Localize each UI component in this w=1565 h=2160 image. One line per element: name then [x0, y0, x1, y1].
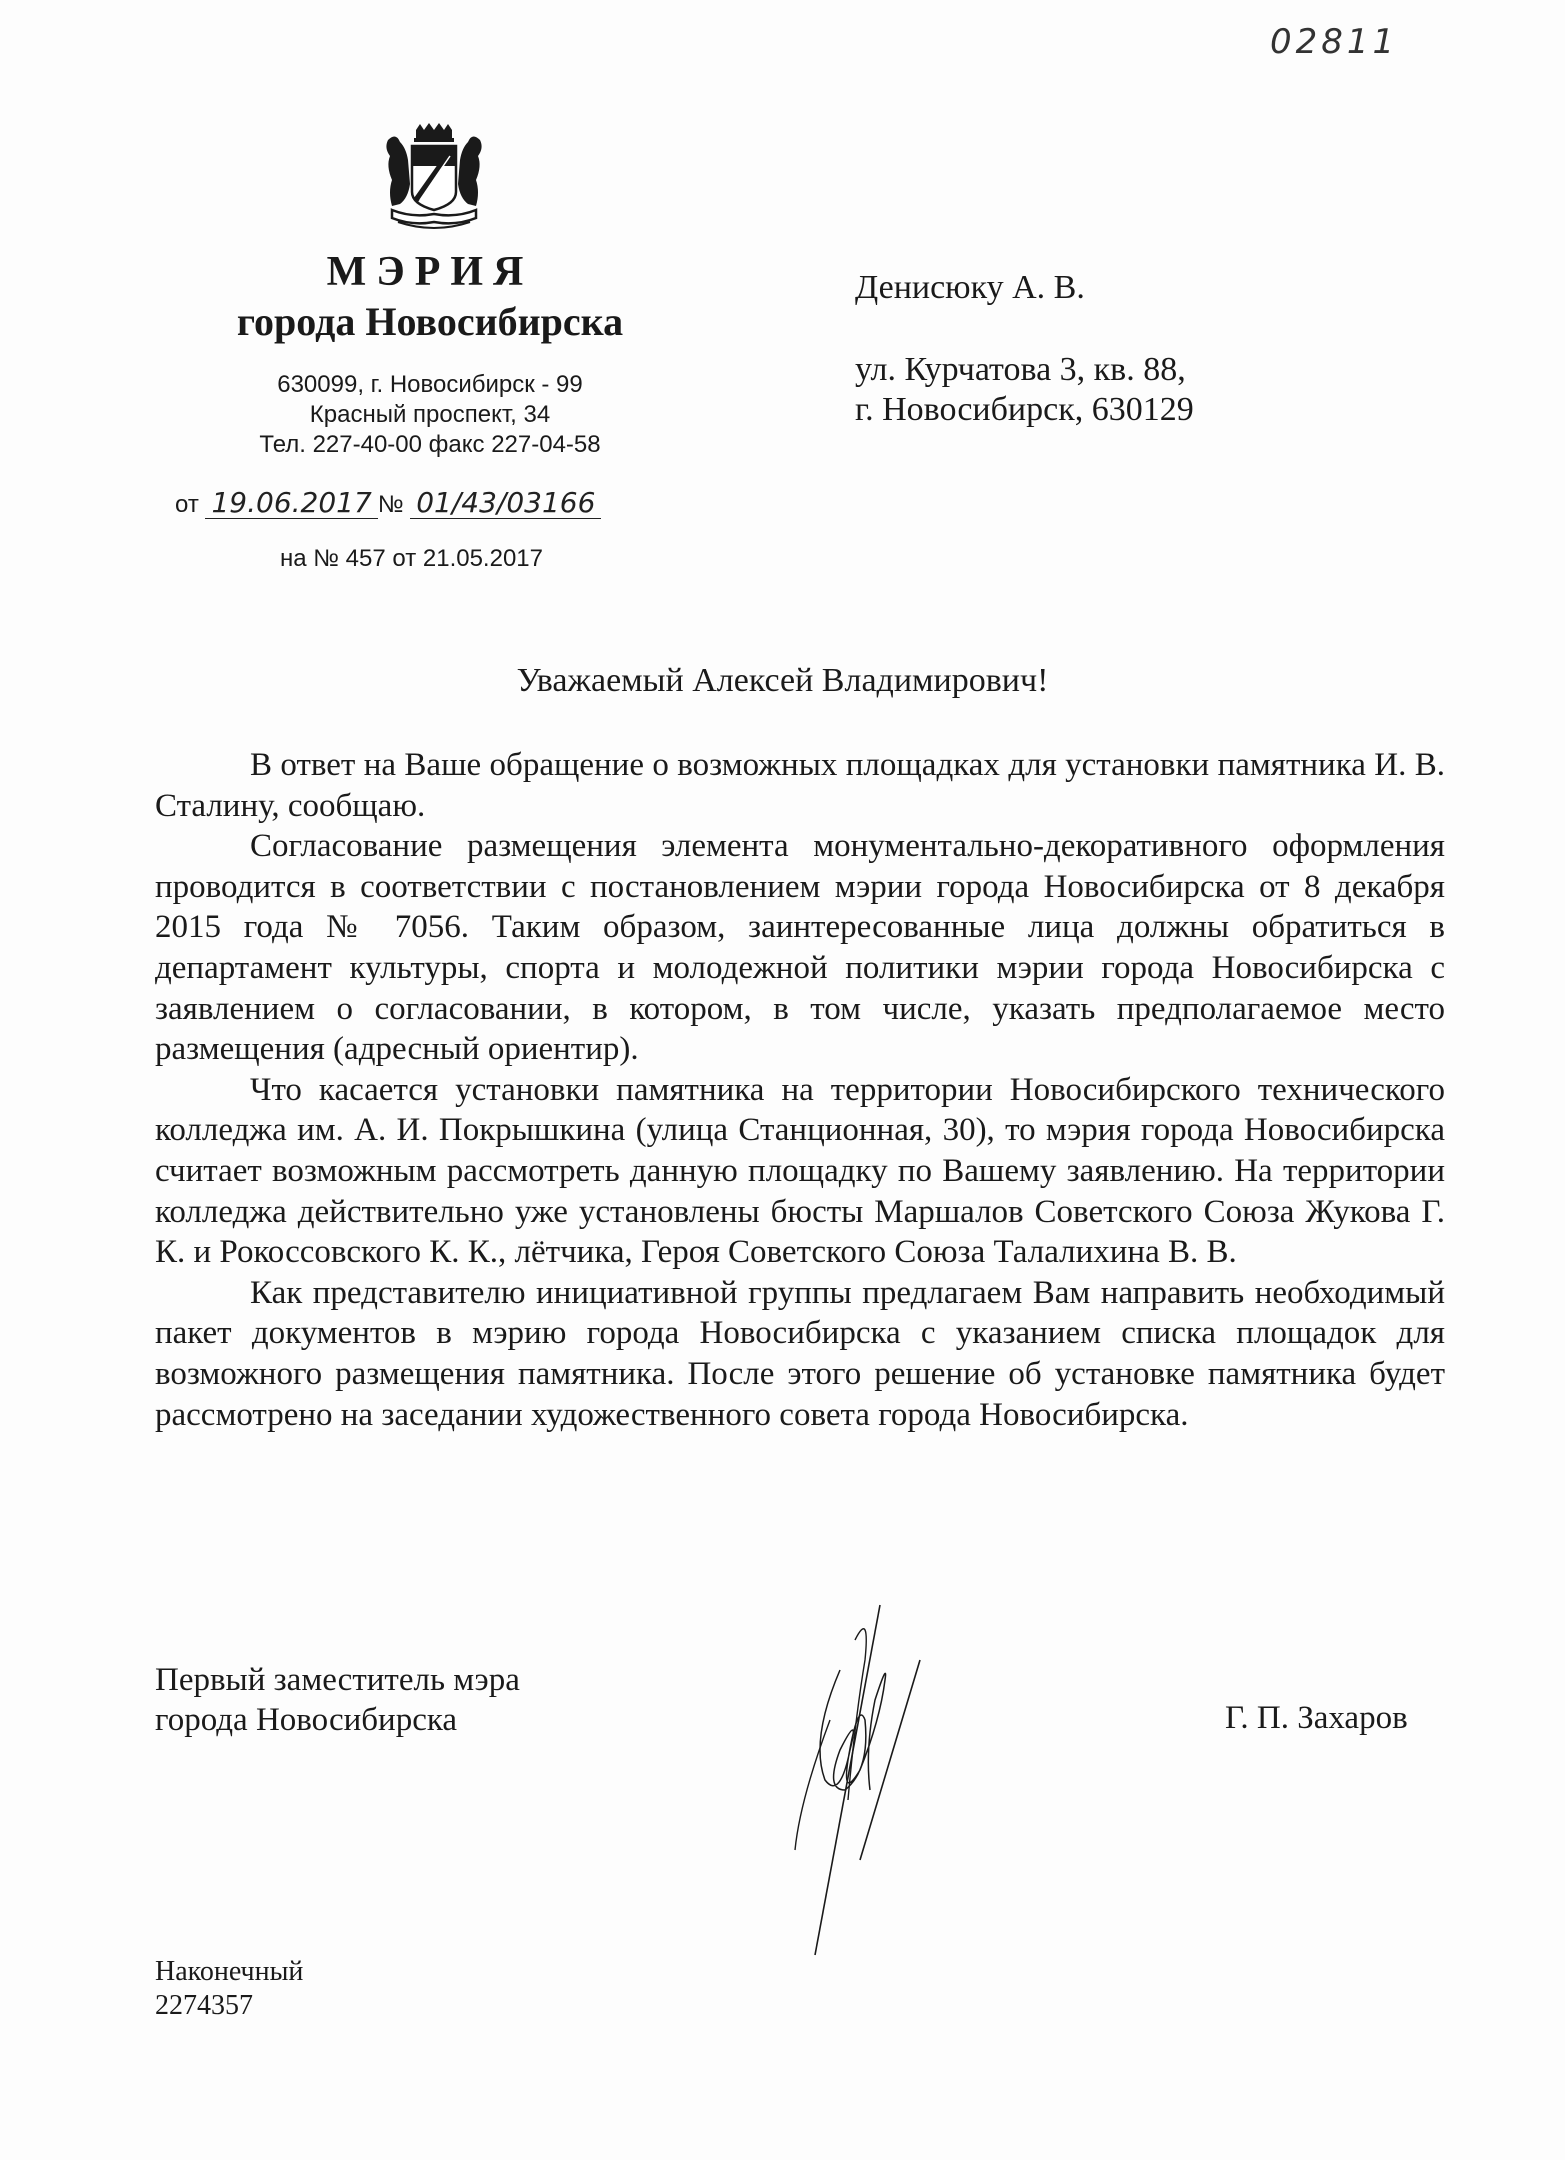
salutation: Уважаемый Алексей Владимирович!	[516, 662, 1049, 699]
body-paragraph: Что касается установки памятника на территории Новосибирского технического колледжа им. А. И. Покрышкина (улица Станционная, 30), то мэрия города Новосибирска считает возможным рассмотреть данную площадку по Вашему заявлению. На территории колледжа действительно уже установлены бюсты Маршалов Советского Союза Жукова Г. К. и Рокоссовского К. К., лётчика, Героя Советского Союза Талалихина В. В.	[155, 1071, 1445, 1271]
coat-of-arms-icon	[378, 122, 490, 234]
body-paragraph: В ответ на Ваше обращение о возможных площадках для установки памятника И. В. Сталину, сообщаю.	[155, 747, 1445, 824]
body-paragraph: Как представителю инициативной группы предлагаем Вам направить необходимый пакет документов в мэрию города Новосибирска с указанием списка площадок для возможного размещения памятника. После этого решение об установке памятника будет рассмотрено на заседании художественного совета города Новосибирска.	[155, 1274, 1445, 1433]
executor-info	[155, 1955, 303, 2023]
registration-stamp-number: 02811	[1270, 22, 1399, 62]
ref-number-label: №	[377, 491, 404, 518]
letter-body	[155, 745, 1445, 1435]
signatory-name: Г. П. Захаров	[1225, 1700, 1408, 1736]
org-address-line: Тел. 227-40-00 факс 227-04-58	[259, 431, 601, 458]
org-address-line: Красный проспект, 34	[309, 401, 551, 428]
ref-number-handwritten: 01/43/03166	[410, 488, 601, 519]
recipient-address-line: ул. Курчатова 3, кв. 88,	[855, 351, 1186, 388]
ref-date-handwritten: 19.06.2017	[205, 488, 377, 519]
executor-name: Наконечный	[155, 1956, 304, 1987]
signatory-title-line: Первый заместитель мэра	[155, 1662, 520, 1698]
signatory-title	[155, 1660, 520, 1740]
org-address	[200, 370, 660, 460]
body-paragraph: Согласование размещения элемента монументально-декоративного оформления проводится в соответствии с постановлением мэрии города Новосибирска от 8 декабря 2015 года № 7056. Таким образом, заинтересованные лица должны обратиться в департамент культуры, спорта и молодежной политики мэрии города Новосибирска с заявлением о согласовании, в котором, в том числе, указать предполагаемое место размещения (адресный ориентир).	[155, 828, 1445, 1068]
recipient-address	[855, 350, 1194, 430]
ref-from-label: от	[175, 491, 199, 518]
reply-to-reference: на № 457 от 21.05.2017	[280, 545, 543, 572]
handwritten-signature-icon	[770, 1600, 970, 1960]
org-name-line2: города Новосибирска	[236, 299, 624, 344]
executor-phone: 2274357	[155, 1990, 253, 2021]
recipient-name: Денисюку А. В.	[855, 269, 1085, 306]
recipient-address-line: г. Новосибирск, 630129	[855, 391, 1194, 428]
org-address-line: 630099, г. Новосибирск - 99	[277, 371, 583, 398]
outgoing-reference	[175, 488, 601, 519]
signatory-title-line: города Новосибирска	[155, 1702, 458, 1738]
org-name-line1: МЭРИЯ	[326, 249, 534, 295]
